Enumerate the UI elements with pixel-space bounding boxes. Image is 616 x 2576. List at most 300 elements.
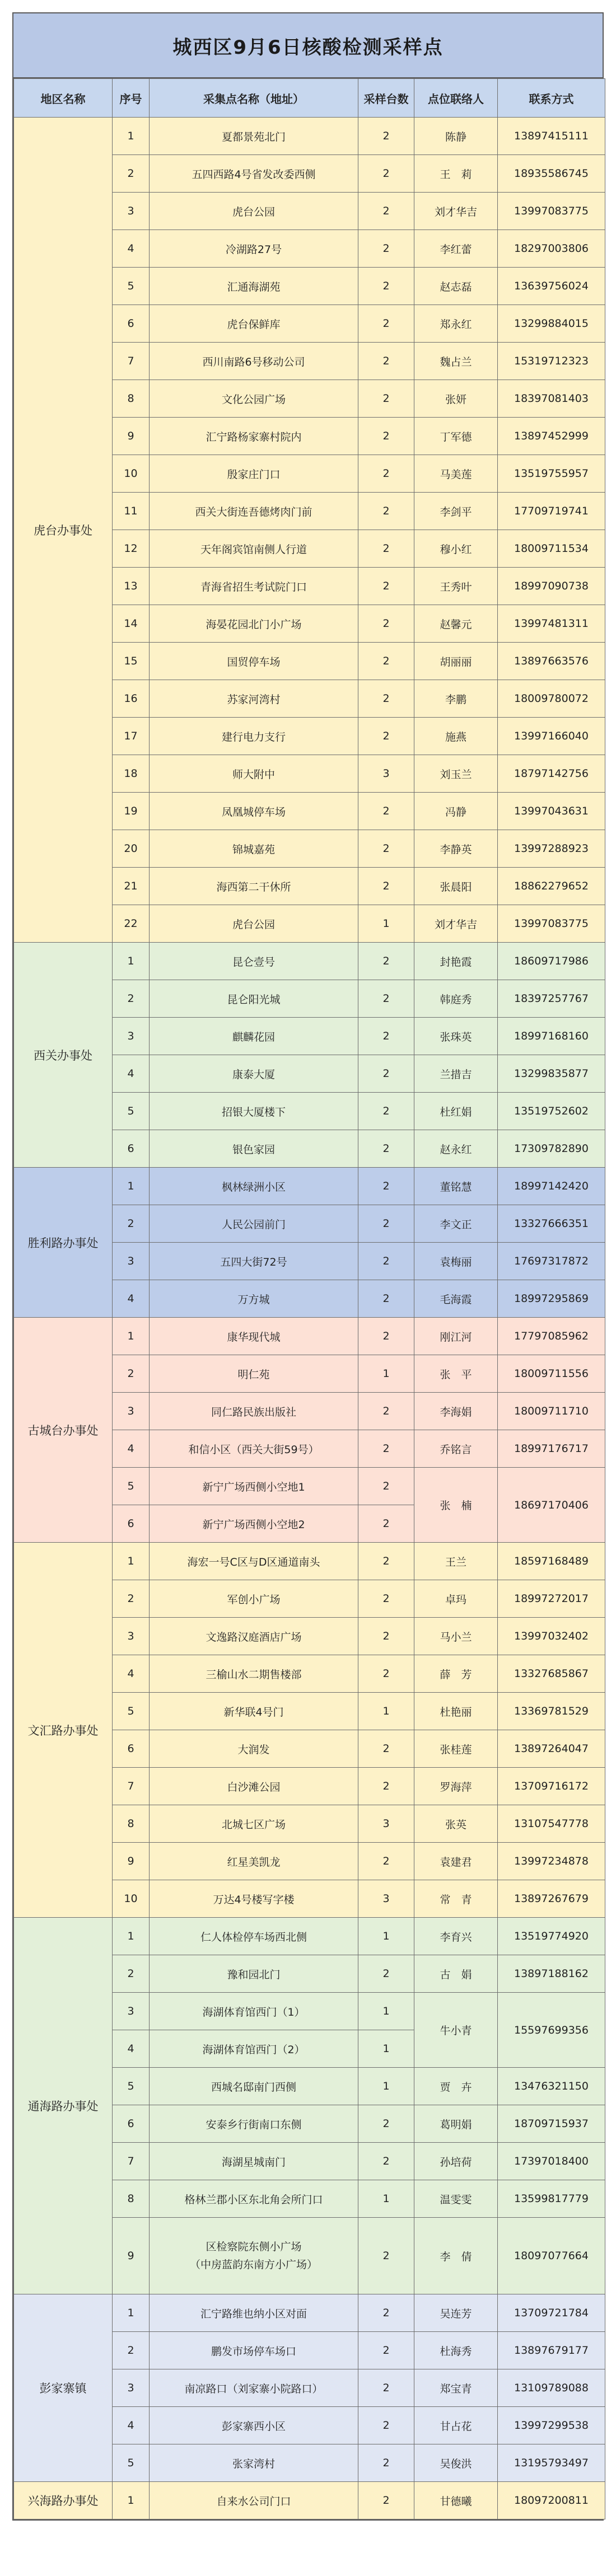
contact-person: 冯静 (414, 793, 498, 830)
site-name: 大润发 (150, 1730, 358, 1768)
table-count: 2 (358, 680, 414, 718)
region-cell: 古城台办事处 (14, 1318, 113, 1543)
table-count: 2 (358, 1055, 414, 1093)
region-cell: 胜利路办事处 (14, 1168, 113, 1318)
contact-phone: 13709716172 (498, 1768, 605, 1805)
row-number: 5 (113, 1693, 150, 1730)
site-name: 夏都景苑北门 (150, 118, 358, 155)
table-count: 2 (358, 343, 414, 380)
contact-phone: 17309782890 (498, 1130, 605, 1168)
site-name: 虎台保鲜库 (150, 305, 358, 343)
sample-sites-table (13, 78, 605, 2519)
header-tables: 采样台数 (358, 79, 414, 118)
site-name: 康华现代城 (150, 1318, 358, 1355)
contact-phone: 18009711710 (498, 1393, 605, 1430)
contact-person: 张晨阳 (414, 868, 498, 905)
site-name-line: （中房蓝韵东南方小广场） (189, 2259, 318, 2271)
row-number: 4 (113, 1055, 150, 1093)
site-name: 人民公园前门 (150, 1205, 358, 1243)
contact-person: 吴连芳 (414, 2294, 498, 2332)
site-name: 新宁广场西侧小空地1 (150, 1468, 358, 1505)
table-count: 1 (358, 2180, 414, 2218)
site-name: 海湖体育馆西门（1） (150, 1993, 358, 2030)
table-count: 1 (358, 1693, 414, 1730)
contact-person: 毛海霞 (414, 1280, 498, 1318)
table-count: 1 (358, 1355, 414, 1393)
site-name: 汇通海湖苑 (150, 268, 358, 305)
contact-person: 杜红娟 (414, 1093, 498, 1130)
region-cell: 通海路办事处 (14, 1918, 113, 2294)
row-number: 10 (113, 1880, 150, 1918)
row-number: 4 (113, 1655, 150, 1693)
table-count: 2 (358, 2407, 414, 2444)
contact-person: 李 倩 (414, 2218, 498, 2294)
row-number: 2 (113, 1955, 150, 1993)
site-name: 格林兰郡小区东北角会所门口 (150, 2180, 358, 2218)
contact-phone: 13997481311 (498, 605, 605, 643)
site-name: 海宏一号C区与D区通道南头 (150, 1543, 358, 1580)
row-number: 20 (113, 830, 150, 868)
region-cell: 兴海路办事处 (14, 2482, 113, 2519)
table-count: 2 (358, 2332, 414, 2369)
site-name: 招银大厦楼下 (150, 1093, 358, 1130)
table-count: 2 (358, 530, 414, 568)
table-count: 2 (358, 1955, 414, 1993)
table-count: 2 (358, 380, 414, 418)
row-number: 4 (113, 1430, 150, 1468)
site-name: 汇宁路杨家寨村院内 (150, 418, 358, 455)
row-number: 12 (113, 530, 150, 568)
row-number: 3 (113, 1618, 150, 1655)
site-name: 安泰乡行街南口东侧 (150, 2105, 358, 2143)
site-name: 天年阁宾馆南侧人行道 (150, 530, 358, 568)
region-cell: 西关办事处 (14, 943, 113, 1168)
contact-person: 陈静 (414, 118, 498, 155)
row-number: 4 (113, 1280, 150, 1318)
contact-person: 罗海萍 (414, 1768, 498, 1805)
row-number: 6 (113, 2105, 150, 2143)
site-name-line: 区检察院东侧小广场 (206, 2241, 302, 2253)
site-name: 国贸停车场 (150, 643, 358, 680)
contact-phone: 13709721784 (498, 2294, 605, 2332)
table-count: 2 (358, 980, 414, 1018)
table-count: 2 (358, 455, 414, 493)
header-phone: 联系方式 (498, 79, 605, 118)
row-number: 7 (113, 2143, 150, 2180)
site-name: 明仁苑 (150, 1355, 358, 1393)
row-number: 16 (113, 680, 150, 718)
row-number: 1 (113, 1168, 150, 1205)
row-number: 3 (113, 1243, 150, 1280)
site-name: 师大附中 (150, 755, 358, 793)
row-number: 3 (113, 193, 150, 230)
site-name: 豫和园北门 (150, 1955, 358, 1993)
table-count: 2 (358, 118, 414, 155)
site-name: 五四大街72号 (150, 1243, 358, 1280)
table-count: 2 (358, 418, 414, 455)
table-count: 2 (358, 155, 414, 193)
site-name: 彭家寨西小区 (150, 2407, 358, 2444)
row-number: 19 (113, 793, 150, 830)
site-name: 银色家园 (150, 1130, 358, 1168)
contact-phone: 18009711556 (498, 1355, 605, 1393)
contact-phone: 18597168489 (498, 1543, 605, 1580)
contact-person: 刚江河 (414, 1318, 498, 1355)
region-cell: 文汇路办事处 (14, 1543, 113, 1918)
table-count: 2 (358, 1018, 414, 1055)
header-site: 采集点名称（地址） (150, 79, 358, 118)
contact-person: 施燕 (414, 718, 498, 755)
site-name: 虎台公园 (150, 905, 358, 943)
table-count: 2 (358, 1468, 414, 1505)
contact-phone: 18997295869 (498, 1280, 605, 1318)
contact-person: 马美莲 (414, 455, 498, 493)
site-name: 西关大街连吾德烤肉门前 (150, 493, 358, 530)
contact-phone: 13997083775 (498, 905, 605, 943)
row-number: 7 (113, 1768, 150, 1805)
row-number: 17 (113, 718, 150, 755)
contact-phone: 13299835877 (498, 1055, 605, 1093)
contact-person: 乔铭言 (414, 1430, 498, 1468)
contact-phone: 18997272017 (498, 1580, 605, 1618)
table-count: 2 (358, 2143, 414, 2180)
table-count: 2 (358, 830, 414, 868)
row-number: 5 (113, 268, 150, 305)
contact-person: 张 平 (414, 1355, 498, 1393)
table-count: 2 (358, 1543, 414, 1580)
row-number: 13 (113, 568, 150, 605)
contact-phone: 13519774920 (498, 1918, 605, 1955)
contact-person: 赵馨元 (414, 605, 498, 643)
contact-person: 甘占花 (414, 2407, 498, 2444)
table-count: 2 (358, 1393, 414, 1430)
contact-person: 常 青 (414, 1880, 498, 1918)
contact-person: 卓玛 (414, 1580, 498, 1618)
contact-phone: 13897679177 (498, 2332, 605, 2369)
contact-phone: 13897188162 (498, 1955, 605, 1993)
site-name: 西川南路6号移动公司 (150, 343, 358, 380)
row-number: 5 (113, 1093, 150, 1130)
table-count: 2 (358, 2369, 414, 2407)
contact-phone: 18697170406 (498, 1468, 605, 1543)
row-number: 2 (113, 1205, 150, 1243)
table-row (14, 2482, 605, 2519)
site-name: 鹏发市场停车场口 (150, 2332, 358, 2369)
contact-person: 袁梅丽 (414, 1243, 498, 1280)
table-count: 2 (358, 643, 414, 680)
contact-person: 赵志磊 (414, 268, 498, 305)
contact-phone: 18997168160 (498, 1018, 605, 1055)
contact-phone: 18397081403 (498, 380, 605, 418)
row-number: 5 (113, 2068, 150, 2105)
table-count: 2 (358, 230, 414, 268)
contact-phone: 13997288923 (498, 830, 605, 868)
row-number: 2 (113, 2332, 150, 2369)
row-number: 9 (113, 1843, 150, 1880)
table-count: 2 (358, 1168, 414, 1205)
table-count: 2 (358, 1730, 414, 1768)
site-name: 海西第二干休所 (150, 868, 358, 905)
contact-phone: 18297003806 (498, 230, 605, 268)
contact-phone: 13327685867 (498, 1655, 605, 1693)
row-number: 8 (113, 2180, 150, 2218)
contact-person: 韩庭秀 (414, 980, 498, 1018)
table-count: 2 (358, 868, 414, 905)
site-name: 北城七区广场 (150, 1805, 358, 1843)
contact-phone: 13109789088 (498, 2369, 605, 2407)
region-cell: 虎台办事处 (14, 118, 113, 943)
site-name (150, 2218, 358, 2294)
row-number: 3 (113, 1018, 150, 1055)
row-number: 9 (113, 2218, 150, 2294)
table-row (14, 1543, 605, 1580)
contact-phone: 18862279652 (498, 868, 605, 905)
table-count: 2 (358, 943, 414, 980)
table-count: 2 (358, 568, 414, 605)
site-name: 万达4号楼写字楼 (150, 1880, 358, 1918)
contact-person: 张妍 (414, 380, 498, 418)
contact-phone: 13299884015 (498, 305, 605, 343)
contact-person: 郑宝青 (414, 2369, 498, 2407)
table-row (14, 1918, 605, 1955)
site-name: 西城名邸南门西侧 (150, 2068, 358, 2105)
contact-person: 张珠英 (414, 1018, 498, 1055)
site-name: 南凉路口（刘家寨小院路口） (150, 2369, 358, 2407)
table-count: 1 (358, 1993, 414, 2030)
row-number: 8 (113, 1805, 150, 1843)
contact-person: 赵永红 (414, 1130, 498, 1168)
row-number: 18 (113, 755, 150, 793)
contact-phone: 17797085962 (498, 1318, 605, 1355)
contact-phone: 13997166040 (498, 718, 605, 755)
contact-phone: 18997176717 (498, 1430, 605, 1468)
contact-person: 刘才华吉 (414, 905, 498, 943)
contact-person: 薛 芳 (414, 1655, 498, 1693)
contact-person: 温雯雯 (414, 2180, 498, 2218)
table-count: 3 (358, 1880, 414, 1918)
contact-phone: 13997032402 (498, 1618, 605, 1655)
sample-sites-sheet (12, 12, 604, 2521)
contact-person: 封艳霞 (414, 943, 498, 980)
contact-phone: 18097077664 (498, 2218, 605, 2294)
site-name: 冷湖路27号 (150, 230, 358, 268)
contact-person: 袁建君 (414, 1843, 498, 1880)
table-count: 1 (358, 2030, 414, 2068)
table-body (14, 118, 605, 2519)
contact-person: 兰措吉 (414, 1055, 498, 1093)
contact-person: 李红蕾 (414, 230, 498, 268)
site-name: 仁人体检停车场西北侧 (150, 1918, 358, 1955)
contact-phone: 13639756024 (498, 268, 605, 305)
site-name: 海湖体育馆西门（2） (150, 2030, 358, 2068)
site-name: 青海省招生考试院门口 (150, 568, 358, 605)
contact-phone: 17697317872 (498, 1243, 605, 1280)
site-name: 同仁路民族出版社 (150, 1393, 358, 1430)
contact-person: 李育兴 (414, 1918, 498, 1955)
row-number: 1 (113, 943, 150, 980)
site-name: 新华联4号门 (150, 1693, 358, 1730)
contact-phone: 18997090738 (498, 568, 605, 605)
header-row (14, 79, 605, 118)
row-number: 1 (113, 1318, 150, 1355)
contact-person: 胡丽丽 (414, 643, 498, 680)
table-row (14, 1168, 605, 1205)
header-number: 序号 (113, 79, 150, 118)
row-number: 21 (113, 868, 150, 905)
table-count: 2 (358, 1318, 414, 1355)
contact-person: 刘才华吉 (414, 193, 498, 230)
contact-phone: 13897264047 (498, 1730, 605, 1768)
contact-phone: 13897267679 (498, 1880, 605, 1918)
row-number: 6 (113, 305, 150, 343)
row-number: 1 (113, 2294, 150, 2332)
contact-phone: 13327666351 (498, 1205, 605, 1243)
table-count: 2 (358, 2444, 414, 2482)
contact-person: 李海娟 (414, 1393, 498, 1430)
site-name: 苏家河湾村 (150, 680, 358, 718)
row-number: 1 (113, 118, 150, 155)
contact-phone: 18797142756 (498, 755, 605, 793)
contact-phone: 13369781529 (498, 1693, 605, 1730)
contact-person: 王兰 (414, 1543, 498, 1580)
row-number: 1 (113, 1543, 150, 1580)
row-number: 2 (113, 980, 150, 1018)
row-number: 6 (113, 1730, 150, 1768)
row-number: 1 (113, 2482, 150, 2519)
table-row (14, 2294, 605, 2332)
table-count: 2 (358, 1505, 414, 1543)
sheet-title: 城西区9月6日核酸检测采样点 (13, 13, 603, 78)
table-count: 2 (358, 1768, 414, 1805)
contact-person: 李鹏 (414, 680, 498, 718)
table-count: 1 (358, 905, 414, 943)
row-number: 4 (113, 2407, 150, 2444)
row-number: 22 (113, 905, 150, 943)
region-cell: 彭家寨镇 (14, 2294, 113, 2482)
table-count: 2 (358, 1243, 414, 1280)
contact-phone: 13997299538 (498, 2407, 605, 2444)
contact-person: 刘玉兰 (414, 755, 498, 793)
contact-phone: 13997083775 (498, 193, 605, 230)
site-name: 五四西路4号省发改委西侧 (150, 155, 358, 193)
table-count: 2 (358, 2482, 414, 2519)
site-name: 建行电力支行 (150, 718, 358, 755)
site-name: 和信小区（西关大街59号） (150, 1430, 358, 1468)
contact-person: 孙培荷 (414, 2143, 498, 2180)
table-count: 2 (358, 493, 414, 530)
table-row (14, 943, 605, 980)
contact-person: 吴俊洪 (414, 2444, 498, 2482)
contact-phone: 18009711534 (498, 530, 605, 568)
contact-phone: 13897663576 (498, 643, 605, 680)
site-name: 昆仑壹号 (150, 943, 358, 980)
contact-phone: 13599817779 (498, 2180, 605, 2218)
table-count: 2 (358, 2294, 414, 2332)
table-row (14, 118, 605, 155)
table-count: 2 (358, 1205, 414, 1243)
table-count: 1 (358, 1918, 414, 1955)
row-number: 7 (113, 343, 150, 380)
contact-phone: 13897415111 (498, 118, 605, 155)
contact-person: 张桂莲 (414, 1730, 498, 1768)
table-count: 2 (358, 2105, 414, 2143)
header-region: 地区名称 (14, 79, 113, 118)
row-number: 10 (113, 455, 150, 493)
row-number: 15 (113, 643, 150, 680)
site-name: 自来水公司门口 (150, 2482, 358, 2519)
row-number: 14 (113, 605, 150, 643)
row-number: 5 (113, 2444, 150, 2482)
table-count: 2 (358, 1130, 414, 1168)
table-count: 2 (358, 1843, 414, 1880)
site-name: 麒麟花园 (150, 1018, 358, 1055)
contact-person: 王秀叶 (414, 568, 498, 605)
table-count: 1 (358, 2068, 414, 2105)
table-count: 2 (358, 605, 414, 643)
table-count: 2 (358, 1093, 414, 1130)
contact-person: 张 楠 (414, 1468, 498, 1543)
contact-person: 张英 (414, 1805, 498, 1843)
contact-person: 魏占兰 (414, 343, 498, 380)
contact-phone: 18097200811 (498, 2482, 605, 2519)
contact-phone: 18997142420 (498, 1168, 605, 1205)
contact-phone: 18397257767 (498, 980, 605, 1018)
site-name: 军创小广场 (150, 1580, 358, 1618)
site-name: 海湖星城南门 (150, 2143, 358, 2180)
row-number: 8 (113, 380, 150, 418)
site-name: 白沙滩公园 (150, 1768, 358, 1805)
contact-phone: 15319712323 (498, 343, 605, 380)
row-number: 6 (113, 1505, 150, 1543)
row-number: 5 (113, 1468, 150, 1505)
table-count: 3 (358, 1805, 414, 1843)
table-row (14, 1318, 605, 1355)
site-name: 康泰大厦 (150, 1055, 358, 1093)
contact-phone: 15597699356 (498, 1993, 605, 2068)
site-name: 海晏花园北门小广场 (150, 605, 358, 643)
contact-phone: 13997043631 (498, 793, 605, 830)
row-number: 2 (113, 155, 150, 193)
contact-phone: 18609717986 (498, 943, 605, 980)
site-name: 凤凰城停车场 (150, 793, 358, 830)
contact-person: 古 娟 (414, 1955, 498, 1993)
header-contact: 点位联络人 (414, 79, 498, 118)
table-count: 2 (358, 193, 414, 230)
table-count: 3 (358, 755, 414, 793)
contact-person: 李文正 (414, 1205, 498, 1243)
site-name: 三榆山水二期售楼部 (150, 1655, 358, 1693)
contact-phone: 13195793497 (498, 2444, 605, 2482)
contact-person: 甘德曦 (414, 2482, 498, 2519)
row-number: 11 (113, 493, 150, 530)
row-number: 3 (113, 2369, 150, 2407)
site-name: 昆仑阳光城 (150, 980, 358, 1018)
row-number: 6 (113, 1130, 150, 1168)
site-name: 汇宁路维也纳小区对面 (150, 2294, 358, 2332)
site-name: 殷家庄门口 (150, 455, 358, 493)
row-number: 4 (113, 230, 150, 268)
row-number: 3 (113, 1993, 150, 2030)
contact-phone: 13476321150 (498, 2068, 605, 2105)
row-number: 1 (113, 1918, 150, 1955)
table-count: 2 (358, 2218, 414, 2294)
contact-person: 李静英 (414, 830, 498, 868)
contact-phone: 13997234878 (498, 1843, 605, 1880)
contact-person: 葛明娟 (414, 2105, 498, 2143)
contact-person: 丁军德 (414, 418, 498, 455)
contact-phone: 18935586745 (498, 155, 605, 193)
table-count: 2 (358, 268, 414, 305)
